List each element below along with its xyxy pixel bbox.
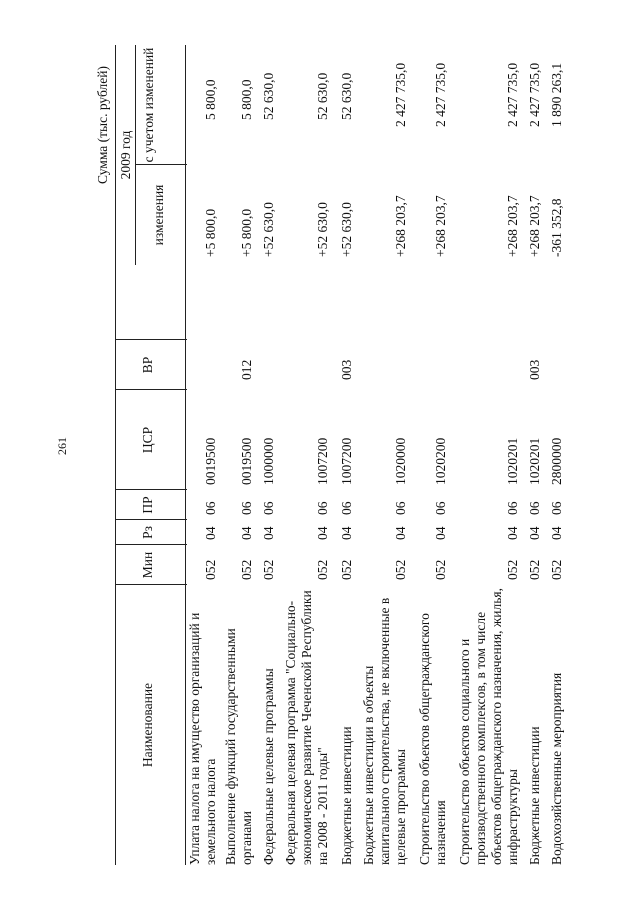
row-rz: 04 [527,526,542,540]
row-name: Федеральные целевые программы [261,668,276,865]
row-name: Уплата налога на имущество организаций и земельного налога [187,612,218,865]
row-change: +52 630,0 [339,202,354,257]
header-vr: ВР [140,356,155,374]
row-csr: 1007200 [315,437,330,485]
row-rz: 04 [315,526,330,540]
row-vr: 012 [239,359,254,380]
row-change: +268 203,7 [393,195,408,257]
row-change: +268 203,7 [433,195,448,257]
row-pr: 06 [433,501,448,515]
row-min: 052 [505,559,520,580]
row-pr: 06 [239,501,254,515]
row-min: 052 [339,559,354,580]
budget-table [85,45,605,865]
year-rule [135,45,136,265]
row-csr: 0019500 [203,437,218,485]
table-body [187,45,607,865]
row-total: 1 890 263,1 [549,62,564,127]
row-total: 52 630,0 [261,72,276,120]
row-csr: 0019500 [239,437,254,485]
header-bottom-rule [185,45,186,865]
row-vr: 003 [339,359,354,380]
unit-caption: Сумма (тыс. рублей) [95,66,110,184]
row-pr: 06 [527,501,542,515]
row-rz: 04 [505,526,520,540]
row-pr: 06 [505,501,520,515]
row-total: 52 630,0 [339,72,354,120]
row-pr: 06 [339,501,354,515]
row-pr: 06 [393,501,408,515]
row-csr: 1020201 [527,437,542,485]
row-csr: 1007200 [339,437,354,485]
row-change: +5 800,0 [203,208,218,257]
header-change: изменения [151,184,166,246]
row-min: 052 [527,559,542,580]
header-rz: Рз [140,526,155,539]
row-min: 052 [433,559,448,580]
row-total: 5 800,0 [239,79,254,120]
page-number: 261 [55,437,69,455]
row-rz: 04 [339,526,354,540]
row-change: +5 800,0 [239,208,254,257]
row-rz: 04 [203,526,218,540]
row-change: -361 352,8 [549,198,564,257]
row-rz: 04 [393,526,408,540]
row-min: 052 [239,559,254,580]
row-pr: 06 [549,501,564,515]
row-name: Бюджетные инвестиции в объекты капитального строительства, не включенные в целевые программы [361,597,408,865]
row-pr: 06 [261,501,276,515]
row-csr: 2800000 [549,437,564,485]
row-name: Строительство объектов общегражданского назначения [417,613,448,865]
row-vr: 003 [527,359,542,380]
row-total: 2 427 735,0 [433,62,448,127]
row-name: Водохозяйственные мероприятия [549,672,564,865]
row-rz: 04 [433,526,448,540]
row-min: 052 [549,559,564,580]
row-name: Строительство объектов социального и производственного комплексов, в том числе объектов общегражданского назначения, жилья, инфраструктуры [457,588,520,865]
row-total: 52 630,0 [315,72,330,120]
header-csr: ЦСР [140,426,155,454]
row-csr: 1020200 [433,437,448,485]
row-name: Бюджетные инвестиции [527,726,542,865]
row-change: +52 630,0 [261,202,276,257]
row-name: Федеральная целевая программа "Социально-экономическое развитие Чеченской Республики на 2008 - 2011 годы" [283,590,330,865]
row-pr: 06 [315,501,330,515]
row-csr: 1020000 [393,437,408,485]
header-min: Мин [140,551,155,579]
table-top-rule [115,45,116,865]
row-min: 052 [315,559,330,580]
row-name: Выполнение функций государственными органами [223,628,254,865]
header-pr: ПР [140,496,155,514]
row-change: +268 203,7 [505,195,520,257]
row-total: 2 427 735,0 [393,62,408,127]
row-min: 052 [393,559,408,580]
header-with-changes: с учетом изменений [141,47,156,163]
row-total: 2 427 735,0 [527,62,542,127]
row-total: 2 427 735,0 [505,62,520,127]
row-change: +52 630,0 [315,202,330,257]
row-rz: 04 [239,526,254,540]
row-rz: 04 [261,526,276,540]
row-pr: 06 [203,501,218,515]
row-csr: 1000000 [261,437,276,485]
row-min: 052 [261,559,276,580]
row-min: 052 [203,559,218,580]
header-name: Наименование [140,682,155,768]
row-total: 5 800,0 [203,79,218,120]
row-csr: 1020201 [505,437,520,485]
row-rz: 04 [549,526,564,540]
header-year: 2009 год [118,130,133,180]
row-name: Бюджетные инвестиции [339,726,354,865]
row-change: +268 203,7 [527,195,542,257]
